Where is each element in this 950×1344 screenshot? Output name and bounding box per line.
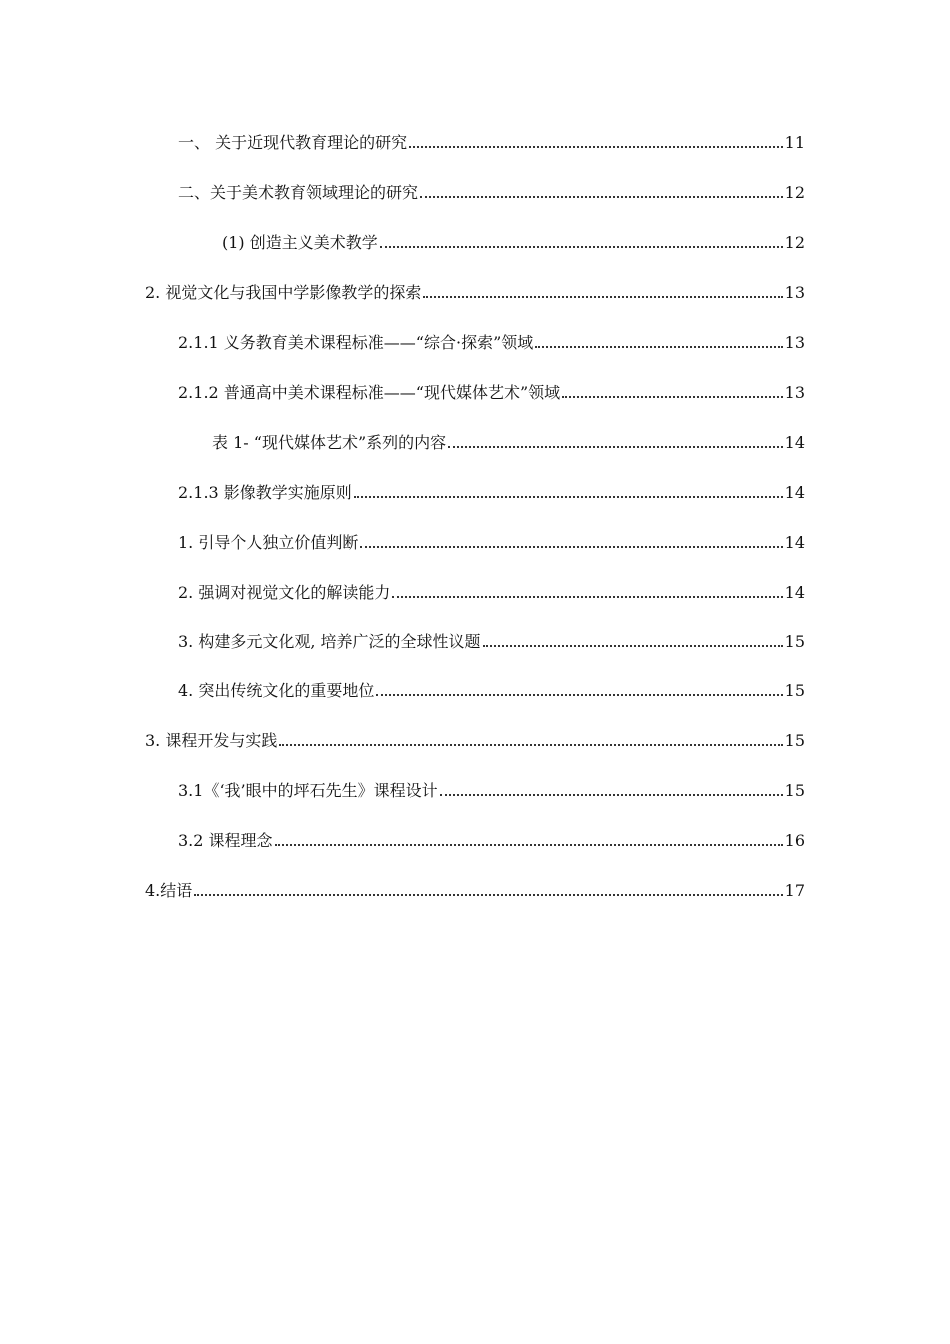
toc-dot-leader xyxy=(380,246,783,248)
toc-page-number: 13 xyxy=(784,283,805,302)
toc-dot-leader xyxy=(409,146,783,148)
toc-dot-leader xyxy=(194,894,782,896)
toc-entry-title: 1. 引导个人独立价值判断 xyxy=(178,533,359,552)
toc-entry-title: 表 1- “现代媒体艺术”系列的内容 xyxy=(212,433,447,452)
toc-entry[interactable] xyxy=(222,228,805,254)
toc-page-number: 11 xyxy=(784,133,805,152)
toc-dot-leader xyxy=(360,546,782,548)
toc-dot-leader xyxy=(562,396,782,398)
toc-entry[interactable] xyxy=(212,428,805,454)
toc-entry[interactable] xyxy=(145,726,805,752)
toc-dot-leader xyxy=(376,694,782,696)
toc-page-number: 13 xyxy=(784,383,805,402)
toc-page-number: 14 xyxy=(784,433,805,452)
toc-entry-title: 4. 突出传统文化的重要地位 xyxy=(178,681,375,700)
toc-dot-leader xyxy=(354,496,783,498)
toc-entry[interactable] xyxy=(145,278,805,304)
toc-entry[interactable] xyxy=(178,578,805,604)
toc-page-number: 13 xyxy=(784,333,805,352)
toc-dot-leader xyxy=(279,744,782,746)
toc-entry-title: 3. 课程开发与实践 xyxy=(145,731,278,750)
toc-page-number: 16 xyxy=(784,831,805,850)
toc-entry[interactable] xyxy=(178,528,805,554)
toc-page-number: 17 xyxy=(784,881,805,900)
toc-entry-title: 2.1.2 普通高中美术课程标准——“现代媒体艺术”领域 xyxy=(178,383,561,402)
toc-entry[interactable] xyxy=(178,378,805,404)
toc-page-number: 15 xyxy=(784,632,805,651)
toc-entry-title: 3.1《‘我’眼中的坪石先生》课程设计 xyxy=(178,781,438,800)
toc-entry[interactable] xyxy=(178,776,805,802)
toc-entry-title: 2. 强调对视觉文化的解读能力 xyxy=(178,583,391,602)
toc-dot-leader xyxy=(483,645,783,647)
toc-page-number: 15 xyxy=(784,681,805,700)
toc-dot-leader xyxy=(420,196,783,198)
toc-page-number: 12 xyxy=(784,233,805,252)
toc-page-number: 15 xyxy=(784,731,805,750)
toc-page-number: 14 xyxy=(784,483,805,502)
toc-page-number: 12 xyxy=(784,183,805,202)
toc-entry[interactable] xyxy=(178,676,805,702)
toc-entry[interactable] xyxy=(178,128,805,154)
toc-dot-leader xyxy=(440,794,783,796)
toc-entry[interactable] xyxy=(178,627,805,653)
toc-entry-title: 二、关于美术教育领域理论的研究 xyxy=(178,183,419,202)
toc-entry-title: 3.2 课程理念 xyxy=(178,831,273,850)
toc-entry-title: (1) 创造主义美术教学 xyxy=(222,233,378,252)
toc-entry-title: 3. 构建多元文化观, 培养广泛的全球性议题 xyxy=(178,632,481,651)
toc-dot-leader xyxy=(423,296,782,298)
toc-page-number: 14 xyxy=(784,583,805,602)
toc-entry-title: 2.1.1 义务教育美术课程标准——“综合·探索”领域 xyxy=(178,333,534,352)
toc-entry-title: 2.1.3 影像教学实施原则 xyxy=(178,483,352,502)
toc-entry-title: 2. 视觉文化与我国中学影像教学的探索 xyxy=(145,283,422,302)
toc-dot-leader xyxy=(275,844,783,846)
toc-page-number: 14 xyxy=(784,533,805,552)
toc-entry[interactable] xyxy=(178,328,805,354)
toc-dot-leader xyxy=(448,446,783,448)
toc-entry[interactable] xyxy=(145,876,805,902)
toc-entry[interactable] xyxy=(178,478,805,504)
toc-dot-leader xyxy=(535,346,782,348)
toc-entry[interactable] xyxy=(178,178,805,204)
toc-entry-title: 一、 关于近现代教育理论的研究 xyxy=(178,133,408,152)
toc-entry-title: 4.结语 xyxy=(145,881,193,900)
toc-dot-leader xyxy=(392,596,782,598)
toc-entry[interactable] xyxy=(178,826,805,852)
toc-page-number: 15 xyxy=(784,781,805,800)
